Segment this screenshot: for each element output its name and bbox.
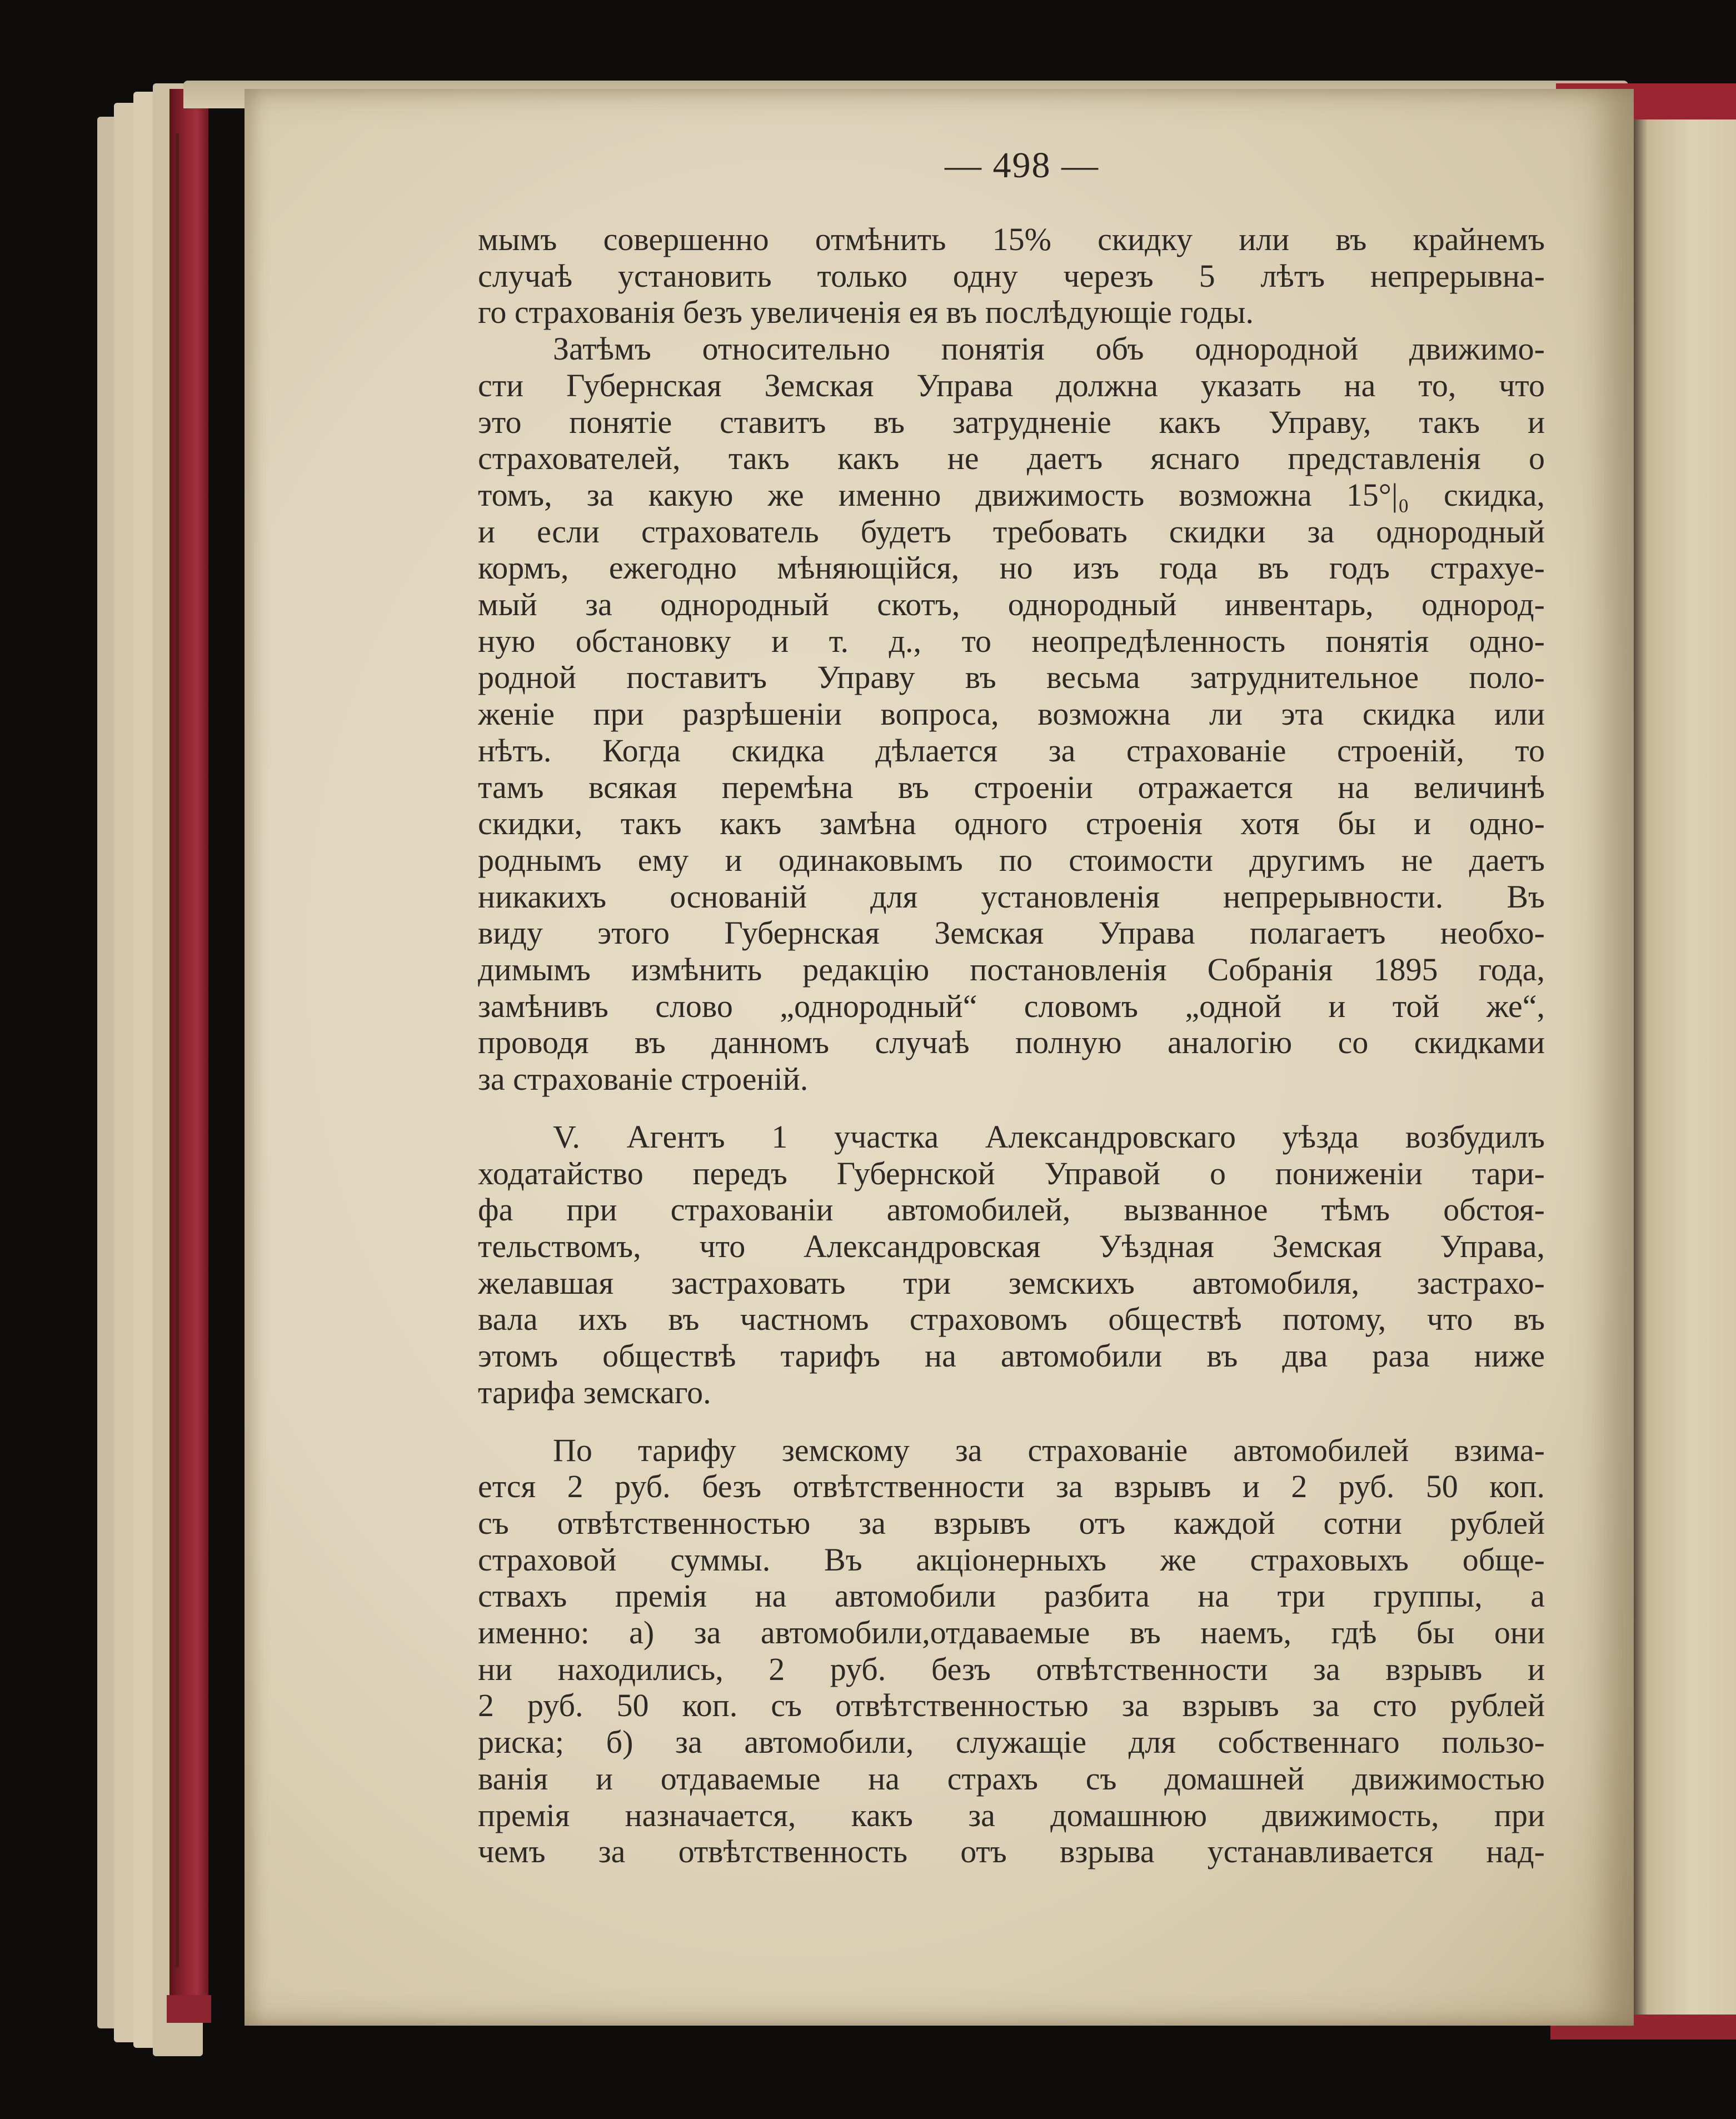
- text-line: го страхованія безъ увеличенія ея въ послѣдующіе годы.: [478, 294, 1254, 331]
- text-line: проводя въ данномъ случаѣ полную аналогію со скидками: [478, 1024, 1545, 1061]
- text-line: сти Губернская Земская Управа должна указать на то, что: [478, 367, 1545, 403]
- text-line: тамъ всякая перемѣна въ строеніи отражается на величинѣ: [478, 769, 1545, 805]
- text-line: димымъ измѣнить редакцію постановленія Собранія 1895 года,: [478, 951, 1545, 988]
- text-line: виду этого Губернская Земская Управа полагаетъ необхо-: [478, 915, 1545, 951]
- text-line: ствахъ премія на автомобили разбита на три группы, а: [478, 1578, 1545, 1614]
- cover-corner: [167, 1995, 211, 2023]
- text-line: V. Агентъ 1 участка Александровскаго уѣзда возбудилъ: [553, 1118, 1545, 1155]
- text-line: роднымъ ему и одинаковымъ по стоимости другимъ не даетъ: [478, 841, 1545, 878]
- text-line: этомъ обществѣ тарифъ на автомобили въ два раза ниже: [478, 1338, 1545, 1374]
- text-line: страховой суммы. Въ акціонерныхъ же страховыхъ обще-: [478, 1541, 1545, 1578]
- page-number: — 498 —: [945, 145, 1099, 186]
- text-line: замѣнивъ слово „однородный“ словомъ „одной и той же“,: [478, 988, 1545, 1024]
- text-line: ванія и отдаваемые на страхъ съ домашней движимостью: [478, 1760, 1545, 1797]
- paragraph-1: [478, 221, 1545, 331]
- text-line: По тарифу земскому за страхованіе автомобилей взима-: [553, 1432, 1545, 1468]
- text-line: желавшая застраховать три земскихъ автомобиля, застрахо-: [478, 1264, 1545, 1301]
- paragraph-4: [478, 1432, 1545, 1870]
- text-line: это понятіе ставитъ въ затрудненіе какъ Управу, такъ и: [478, 403, 1545, 440]
- text-line: именно: а) за автомобили,отдаваемые въ наемъ, гдѣ бы они: [478, 1614, 1545, 1651]
- text-line: тельствомъ, что Александровская Уѣздная Земская Управа,: [478, 1228, 1545, 1264]
- text-line: женіе при разрѣшеніи вопроса, возможна ли эта скидка или: [478, 696, 1545, 732]
- text-line: риска; б) за автомобили, служащіе для собственнаго пользо-: [478, 1724, 1545, 1761]
- text-line: кормъ, ежегодно мѣняющійся, но изъ года въ годъ страхуе-: [478, 550, 1545, 586]
- text-line: 2 руб. 50 коп. съ отвѣтственностью за взрывъ за сто рублей: [478, 1687, 1545, 1724]
- text-line: ни находились, 2 руб. безъ отвѣтственности за взрывъ и: [478, 1651, 1545, 1687]
- page-body: [478, 221, 1545, 1870]
- facing-page: [1628, 119, 1736, 2015]
- text-line: ную обстановку и т. д., то неопредѣленность понятія одно-: [478, 622, 1545, 659]
- text-line: тарифа земскаго.: [478, 1374, 711, 1410]
- text-line: вала ихъ въ частномъ страховомъ обществѣ потому, что въ: [478, 1301, 1545, 1338]
- text-line: случаѣ установить только одну черезъ 5 лѣтъ непрерывна-: [478, 257, 1545, 294]
- text-line: никакихъ основаній для установленія непрерывности. Въ: [478, 878, 1545, 915]
- text-line: фа при страхованіи автомобилей, вызванное тѣмъ обстоя-: [478, 1191, 1545, 1228]
- text-line: страхователей, такъ какъ не даетъ яснаго представленія о: [478, 440, 1545, 477]
- text-line: Затѣмъ относительно понятія объ однородной движимо-: [553, 331, 1545, 367]
- spine-shadow: [176, 133, 179, 1967]
- text-line: ходатайство передъ Губернской Управой о пониженіи тари-: [478, 1155, 1545, 1191]
- text-line: и если страхователь будетъ требовать скидки за однородный: [478, 513, 1545, 550]
- text-line: нѣтъ. Когда скидка дѣлается за страхованіе строеній, то: [478, 732, 1545, 769]
- text-line: скидки, такъ какъ замѣна одного строенія хотя бы и одно-: [478, 805, 1545, 842]
- text-line: мый за однородный скотъ, однородный инвентарь, однород-: [478, 586, 1545, 623]
- text-line: съ отвѣтственностью за взрывъ отъ каждой сотни рублей: [478, 1504, 1545, 1541]
- text-line: томъ, за какую же именно движимость возможна 15°|₀ скидка,: [478, 476, 1545, 513]
- paragraph-3: [478, 1119, 1545, 1411]
- text-line: за страхованіе строеній.: [478, 1061, 809, 1098]
- text-line: мымъ совершенно отмѣнить 15% скидку или въ крайнемъ: [478, 221, 1545, 257]
- text-line: премія назначается, какъ за домашнюю движимость, при: [478, 1797, 1545, 1833]
- text-line: родной поставитъ Управу въ весьма затруднительное поло-: [478, 659, 1545, 696]
- text-line: чемъ за отвѣтственность отъ взрыва устанавливается над-: [478, 1833, 1545, 1870]
- text-line: ется 2 руб. безъ отвѣтственности за взрывъ и 2 руб. 50 коп.: [478, 1468, 1545, 1505]
- paragraph-2: [478, 331, 1545, 1098]
